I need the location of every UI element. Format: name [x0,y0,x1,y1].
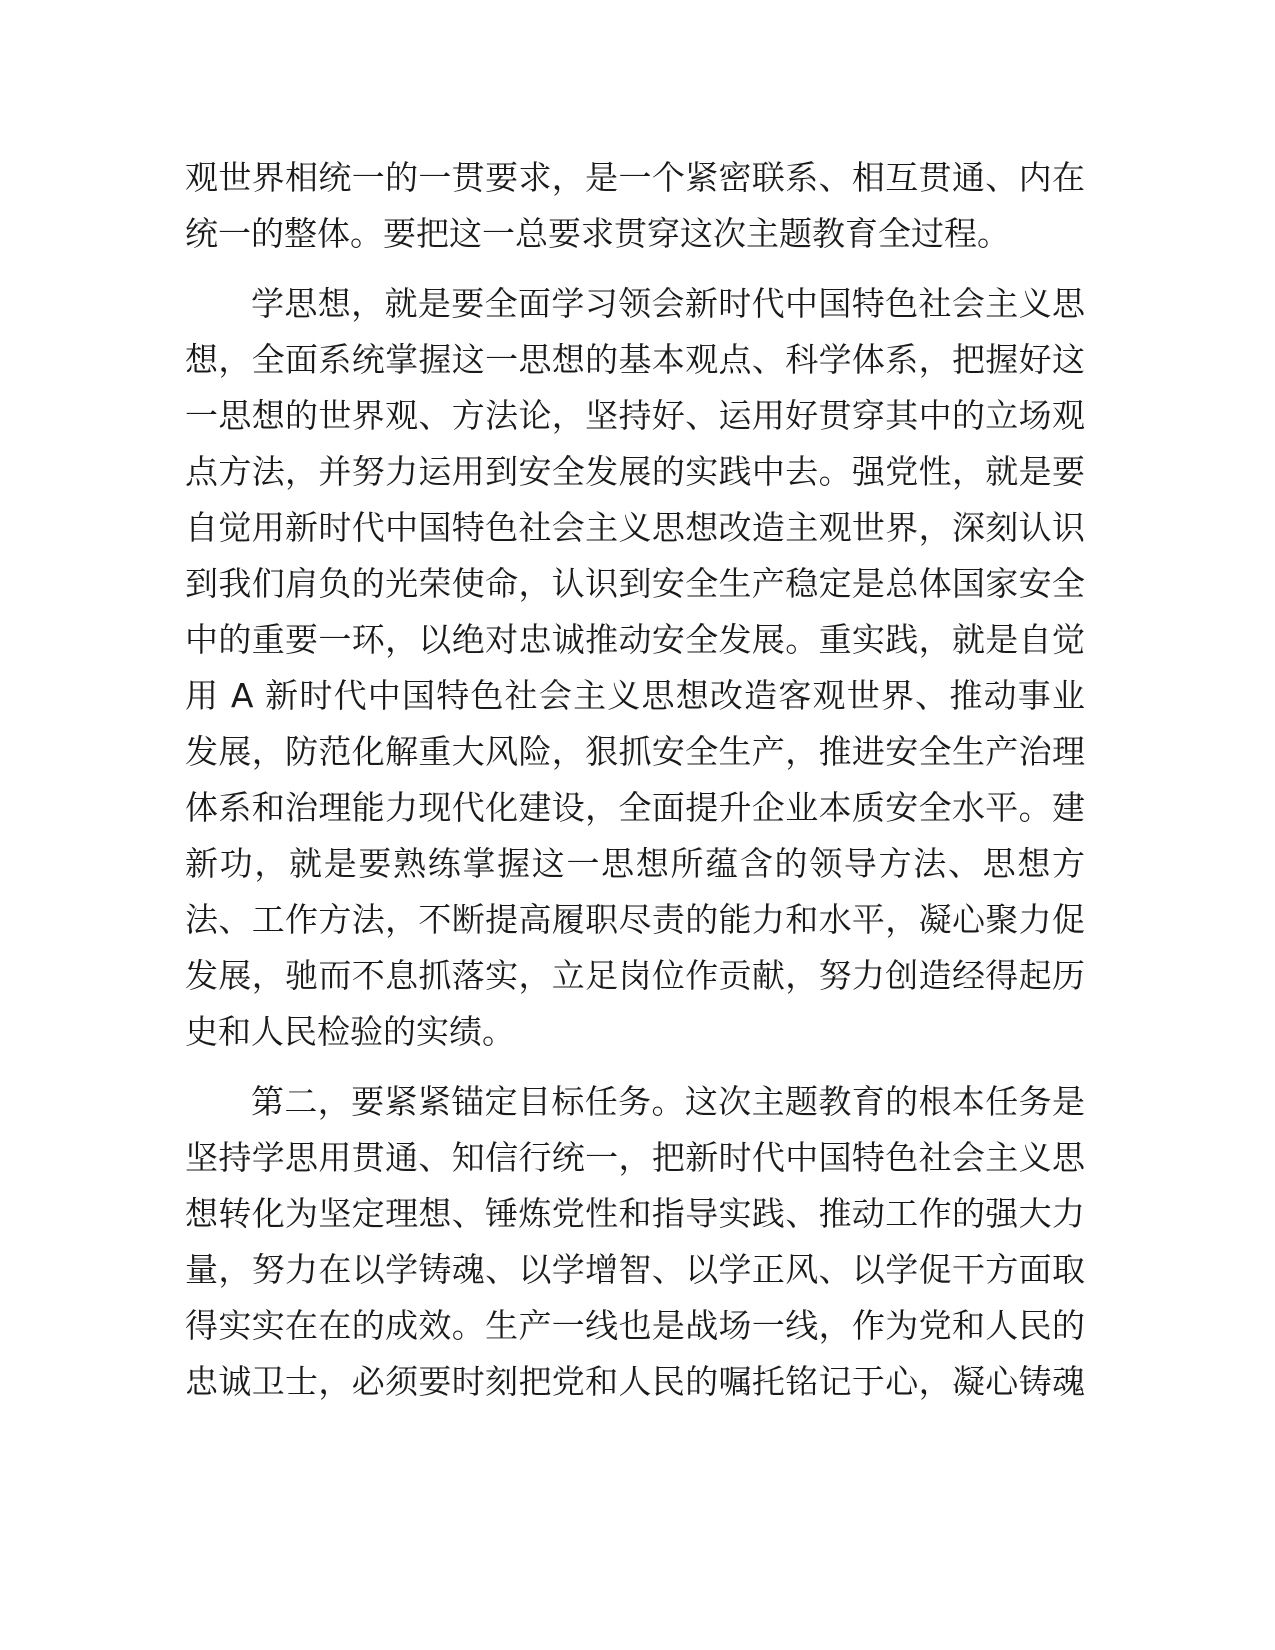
paragraph-line: 想转化为坚定理想、锤炼党性和指导实践、推动工作的强大力 [185,1194,1085,1233]
paragraph-line: 到我们肩负的光荣使命，认识到安全生产稳定是总体国家安全 [185,564,1085,603]
paragraph-line: 用 A 新时代中国特色社会主义思想改造客观世界、推动事业 [185,676,1085,715]
paragraph-line: 得实实在在的成效。生产一线也是战场一线，作为党和人民的 [185,1306,1085,1345]
body-text [185,150,1085,1410]
paragraph-line: 量，努力在以学铸魂、以学增智、以学正风、以学促干方面取 [185,1250,1085,1289]
paragraph-gap [185,1060,1085,1074]
paragraph-line: 学思想，就是要全面学习领会新时代中国特色社会主义思 [251,284,1085,323]
paragraph-line: 点方法，并努力运用到安全发展的实践中去。强党性，就是要 [185,452,1085,491]
paragraph-line: 发展，驰而不息抓落实，立足岗位作贡献，努力创造经得起历 [185,956,1085,995]
paragraph-line: 统一的整体。要把这一总要求贯穿这次主题教育全过程。 [185,214,1010,253]
paragraph-line: 一思想的世界观、方法论，坚持好、运用好贯穿其中的立场观 [185,396,1085,435]
paragraph-1 [185,150,1085,262]
paragraph-line: 发展，防范化解重大风险，狠抓安全生产，推进安全生产治理 [185,732,1085,771]
paragraph-line: 自觉用新时代中国特色社会主义思想改造主观世界，深刻认识 [185,508,1085,547]
paragraph-gap [185,262,1085,276]
paragraph-line: 体系和治理能力现代化建设，全面提升企业本质安全水平。建 [185,788,1085,827]
paragraph-line: 忠诚卫士，必须要时刻把党和人民的嘱托铭记于心，凝心铸魂 [185,1362,1085,1401]
paragraph-line: 想，全面系统掌握这一思想的基本观点、科学体系，把握好这 [185,340,1085,379]
paragraph-line: 中的重要一环，以绝对忠诚推动安全发展。重实践，就是自觉 [185,620,1085,659]
paragraph-line: 第二，要紧紧锚定目标任务。这次主题教育的根本任务是 [251,1082,1085,1121]
paragraph-3 [185,1074,1085,1410]
paragraph-line: 新功，就是要熟练掌握这一思想所蕴含的领导方法、思想方 [185,844,1085,883]
paragraph-line: 法、工作方法，不断提高履职尽责的能力和水平，凝心聚力促 [185,900,1085,939]
paragraph-line: 观世界相统一的一贯要求，是一个紧密联系、相互贯通、内在 [185,158,1085,197]
paragraph-line: 史和人民检验的实绩。 [185,1012,515,1051]
paragraph-line: 坚持学思用贯通、知信行统一，把新时代中国特色社会主义思 [185,1138,1085,1177]
paragraph-2 [185,276,1085,1060]
